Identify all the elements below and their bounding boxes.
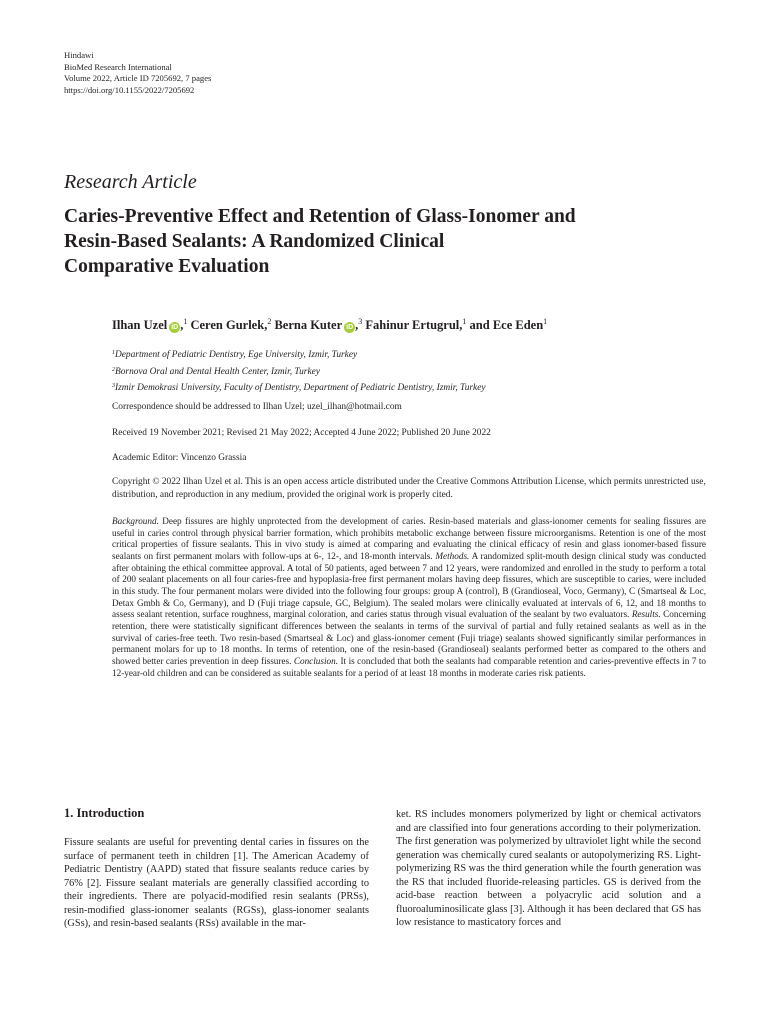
author-name[interactable]: Fahinur Ertugrul: [365, 318, 460, 332]
publisher-name: Hindawi: [64, 50, 94, 60]
abstract-text: Concerning retention, there were statistically significant differences between the sealants in terms of the survival of partial and fully retained sealants as well as in the survival of caries-free teeth. Two resin-based (Smartseal & Loc) and glass-ionomer cement (Fuji triage) sealants showed significantly similar performances in permanent molars for up to 18 months. In terms of retention, one of the resin-based (Grandioseal) sealants performed better as compared to the others and showed better caries prevention in deep fissures.: [112, 609, 706, 666]
academic-editor: Academic Editor: Vincenzo Grassia: [112, 453, 247, 463]
copyright-notice: Copyright © 2022 Ilhan Uzel et al. This is an open access article distributed under the Creative Commons Attribution License, which permits unrestricted use, distribution, and reproduction in any medium, provided the original work is properly cited.: [112, 477, 706, 500]
volume-info: Volume 2022, Article ID 7205692, 7 pages: [64, 73, 212, 84]
abstract-label: Background.: [112, 516, 159, 526]
author-affiliation-mark: 1: [183, 317, 188, 326]
author-list: Ilhan Uzel iD ,$^1$ Ceren Gurlek,$^2$ Berna Kuter iD ,$^3$ Fahinur Ertugrul,$^1$ and Ece Eden$^1$: [112, 317, 548, 332]
title-line: Resin-Based Sealants: A Randomized Clinical: [64, 231, 445, 252]
affiliation: $^3$Izmir Demokrasi University, Faculty of Dentistry, Department of Pediatric Dentistry, Izmir, Turkey: [112, 383, 486, 393]
article-title: [64, 204, 704, 279]
title-line: Caries-Preventive Effect and Retention of Glass-Ionomer and: [64, 206, 576, 227]
author-name[interactable]: Berna Kuter: [274, 318, 343, 332]
orcid-icon[interactable]: iD: [171, 324, 179, 331]
section-heading: 1. Introduction: [64, 806, 145, 820]
correspondence: Correspondence should be addressed to Ilhan Uzel; uzel_ilhan@hotmail.com: [112, 402, 402, 412]
abstract-label: Conclusion.: [293, 655, 339, 666]
author-name[interactable]: Ceren Gurlek: [190, 318, 265, 332]
abstract-text: A randomized split-mouth design clinical study was conducted after obtaining the ethical committee approval. A total of 50 patients, aged between 7 and 12 years, were randomized and enrolled in the study to perform a total of 200 sealant placements on all four caries-free and hypoplasia-free first permanent molars having deep fissures, which are susceptible to caries, were included in this study. The four permanent molars were divided into the following four groups: group A (control), B (Grandioseal, Voco, Germany), C (Smartseal & Loc, Detax Gmbh & Co, Germany), and D (Fuji triage capsule, GC, Belgium). The sealed molars were clinically evaluated at intervals of 6, 12, and 18 months to assess sealant retention, surface roughness, marginal coloration, and caries status through visual evaluation of the sealant by two evaluators.: [112, 550, 706, 620]
body-column-right: ket. RS includes monomers polymerized by light or chemical activators and are classified into four generations according to their polymerization. The first generation was polymerized by ultraviolet light while the second generation was chemically cured sealants or autopolymerizing RS. Light-polymerizing RS was the third generation while the fourth generation was the RS that included fluoride-releasing particles. GS is derived from the acid-base reaction between a polyacrylic acid solution and a fluoroaluminosilicate glass [3]. Although it has been declared that GS has low resistance to masticatory forces and: [396, 809, 701, 928]
doi-link[interactable]: https://doi.org/10.1155/2022/7205692: [64, 84, 195, 95]
abstract-label: Methods.: [435, 550, 470, 561]
author-affiliation-mark: 3: [358, 317, 363, 326]
journal-name: BioMed Research International: [64, 61, 172, 72]
author-affiliation-mark: 2: [267, 317, 272, 326]
abstract-text: It is concluded that both the sealants had comparable retention and caries-preventive effects in 7 to 12-year-old children and can be considered as suitable sealants for a period of at least 18 months in moderate caries risk patients.: [112, 655, 706, 678]
author-affiliation-mark: 1: [462, 317, 467, 326]
body-column-left: Fissure sealants are useful for preventing dental caries in fissures on the surface of permanent teeth in children [1]. The American Academy of Pediatric Dentistry (AAPD) stated that fissure sealants reduce caries by 76% [2]. Fissure sealant materials are generally classified according to their ingredients. There are polyacid-modified resin sealants (PRSs), resin-modified glass-ionomer sealants (RGSs), glass-ionomer sealants (GSs), and resin-based sealants (RSs) available in the mar-: [64, 837, 369, 929]
publication-dates: Received 19 November 2021; Revised 21 May 2022; Accepted 4 June 2022; Published 20 June 2022: [112, 428, 491, 438]
author-name[interactable]: Ece Eden: [492, 318, 544, 332]
orcid-icon[interactable]: iD: [346, 324, 354, 331]
author-name[interactable]: Ilhan Uzel: [112, 318, 168, 332]
article-type: Research Article: [64, 171, 197, 193]
abstract-text: Deep fissures are highly unprotected from the development of caries. Resin-based materials and glass-ionomer cements for sealing fissures are useful in caries control through physical barrier formation, which prohibits metabolic exchange between fissure microorganisms. Retention is one of the most critical properties of fissure sealants. This in vivo study is aimed at comparing and evaluating the clinical efficacy of resin and glass ionomer-based fissure sealants on first permanent molars with follow-ups at 6-, 12-, and 18-month intervals.: [112, 516, 706, 561]
affiliations: [112, 346, 486, 396]
title-line: Comparative Evaluation: [64, 256, 270, 277]
affiliation: $^2$Bornova Oral and Dental Health Center, Izmir, Turkey: [112, 366, 320, 377]
author-affiliation-mark: 1: [543, 317, 548, 326]
abstract-label: Results.: [631, 609, 661, 620]
journal-header: [64, 50, 211, 96]
affiliation: $^1$Department of Pediatric Dentistry, Ege University, Izmir, Turkey: [112, 350, 358, 360]
abstract: [112, 516, 706, 679]
